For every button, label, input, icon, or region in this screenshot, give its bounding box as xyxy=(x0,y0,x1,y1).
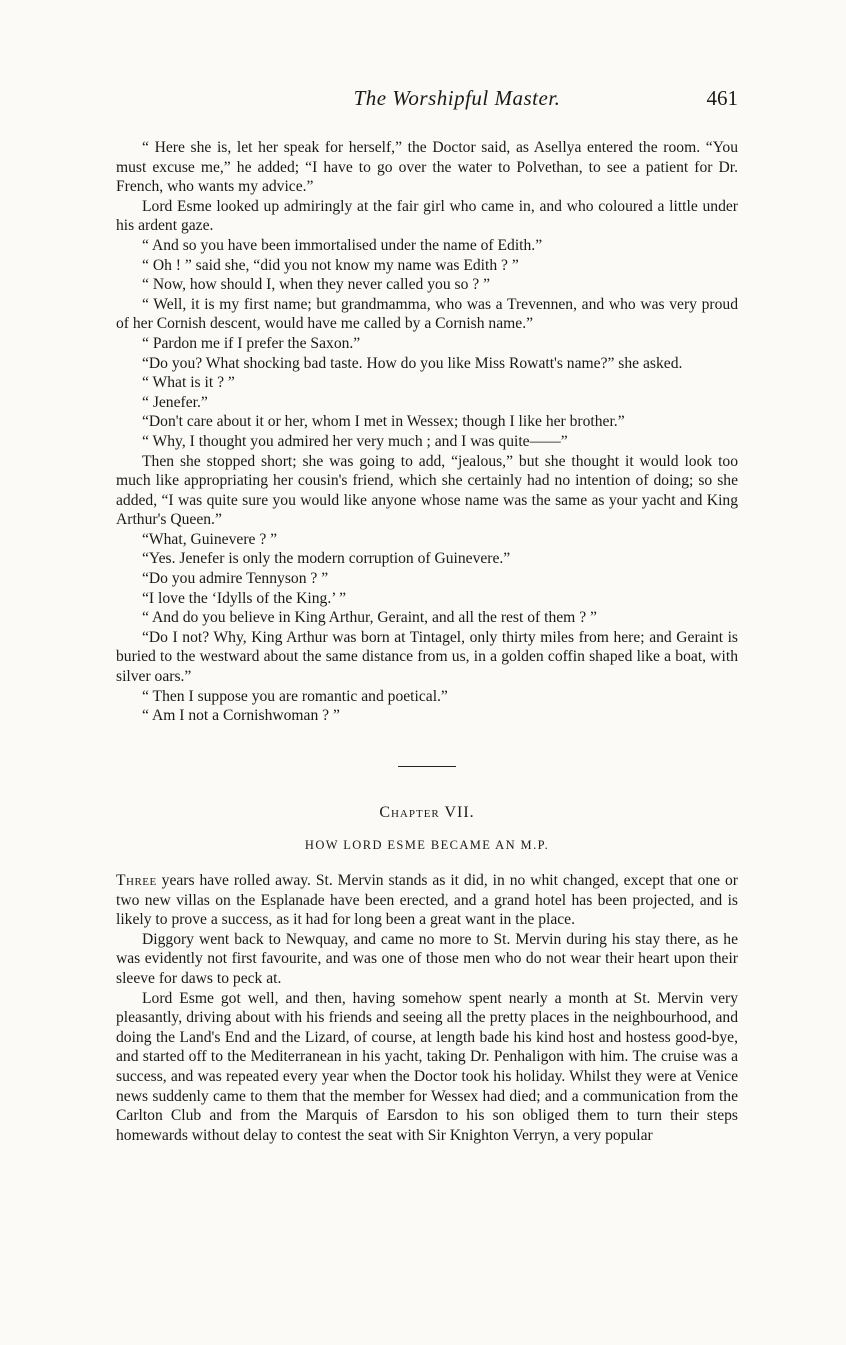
chapter-lead-word: Three xyxy=(116,872,157,889)
paragraph: “ Now, how should I, when they never called you so ? ” xyxy=(142,276,491,294)
chapter-subtitle: HOW LORD ESME BECAME AN M.P. xyxy=(304,838,550,853)
paragraph: “ And do you believe in King Arthur, Geraint, and all the rest of them ? ” xyxy=(142,609,597,627)
paragraph: “ Then I suppose you are romantic and poetical.” xyxy=(142,687,448,705)
paragraph: Lord Esme got well, and then, having somehow spent nearly a month at St. Mervin very pleasantly, driving about with his friends and seeing all the pretty places in the neighbourhood, and doing the Land's End and the Lizard, of course, at length bade his kind host and hostess good-bye, and started off to the Mediterranean in his yacht, taking Dr. Penhaligon with him. The cruise was a success, and was repeated every year when the Doctor took his holiday. Whilst they were at Venice news suddenly came to them that the member for Wessex had died; and a communication from the Carlton Club and from the Marquis of Earsdon to his son obliged them to turn their steps homewards without delay to contest the seat with Sir Knighton Verryn, a very popular xyxy=(116,989,738,1144)
paragraph: “ Well, it is my first name; but grandmamma, who was a Trevennen, and who was very proud of her Cornish descent, would have me called by a Cornish name.” xyxy=(116,295,738,333)
paragraph: Diggory went back to Newquay, and came no more to St. Mervin during his stay there, as he was evidently not first favourite, and was one of those men who do not wear their heart upon their sleeve for daws to peck at. xyxy=(116,930,738,987)
paragraph: “ Pardon me if I prefer the Saxon.” xyxy=(142,334,361,352)
paragraph: “ Here she is, let her speak for herself,” the Doctor said, as Asellya entered the room. “You must excuse me,” he added; “I have to go over the water to Polvethan, to see a patient for Dr. French, who wants my advice.” xyxy=(116,139,738,196)
paragraph: “Do I not? Why, King Arthur was born at Tintagel, only thirty miles from here; and Geraint is buried to the westward about the same distance from us, in a golden coffin shaped like a boat, with silver oars.” xyxy=(116,628,738,686)
paragraph: “ What is it ? ” xyxy=(142,374,235,392)
body-text xyxy=(116,138,738,1145)
running-title: The Worshipful Master. xyxy=(353,86,561,110)
running-head xyxy=(116,86,738,116)
paragraph: “Do you? What shocking bad taste. How do you like Miss Rowatt's name?” she asked. xyxy=(142,354,683,372)
section-divider xyxy=(398,766,456,767)
paragraph: Then she stopped short; she was going to add, “jealous,” but she thought it would look too much like appropriating her cousin's friend, which she certainly had no intention of doing; so she added, “I was quite sure you would like anyone whose name was the same as your yacht and King Arthur's Queen.” xyxy=(116,452,738,529)
paragraph: “ Am I not a Cornishwoman ? ” xyxy=(142,707,340,725)
paragraph: “ And so you have been immortalised under the name of Edith.” xyxy=(142,236,543,254)
paragraph: “Do you admire Tennyson ? ” xyxy=(142,570,329,588)
paragraph: “Yes. Jenefer is only the modern corruption of Guinevere.” xyxy=(142,550,511,568)
paragraph: “ Jenefer.” xyxy=(142,393,208,411)
paragraph: “What, Guinevere ? ” xyxy=(142,530,278,548)
paragraph: “ Oh ! ” said she, “did you not know my name was Edith ? ” xyxy=(142,256,519,274)
paragraph: “I love the ‘Idylls of the King.’ ” xyxy=(142,589,347,607)
paragraph: “Don't care about it or her, whom I met in Wessex; though I like her brother.” xyxy=(142,413,625,431)
page-number: 461 xyxy=(706,86,738,110)
chapter-first-paragraph xyxy=(116,871,738,930)
paragraph: “ Why, I thought you admired her very much ; and I was quite——” xyxy=(142,432,568,450)
chapter-heading: Chapter VII. xyxy=(379,803,475,821)
chapter-first-paragraph-text: years have rolled away. St. Mervin stands as it did, in no whit changed, except that one or two new villas on the Esplanade have been erected, and a grand hotel has been projected, and is likely to prove a success, as it had for long been a great want in the place. xyxy=(116,872,738,929)
paragraph: Lord Esme looked up admiringly at the fair girl who came in, and who coloured a little under his ardent gaze. xyxy=(116,197,738,235)
